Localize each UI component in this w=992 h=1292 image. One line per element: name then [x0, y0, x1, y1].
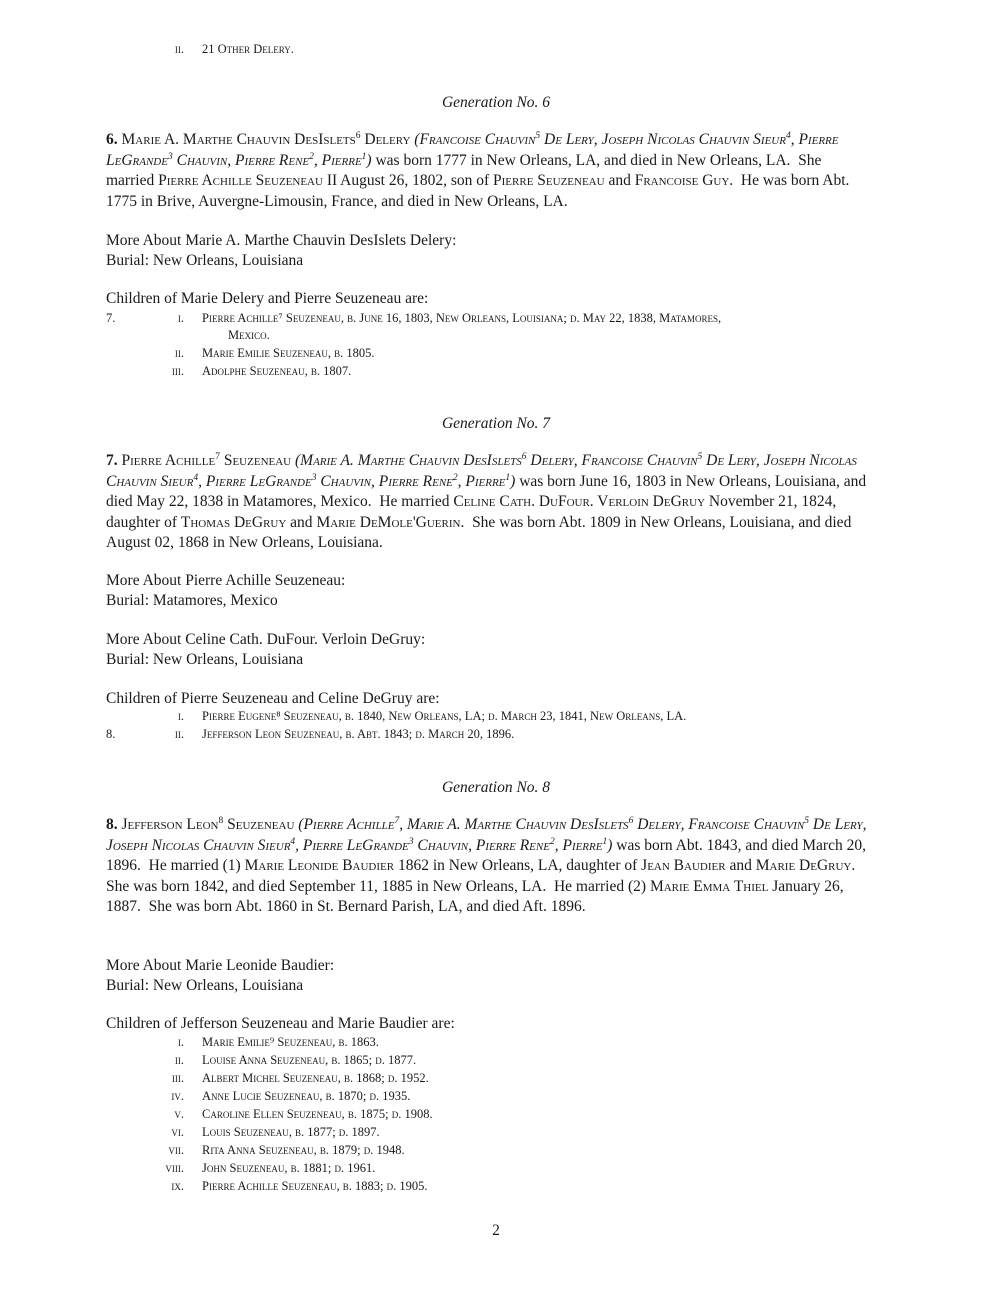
- child-numeral: ii.: [174, 727, 184, 741]
- child-gen-number: 8.: [106, 727, 116, 741]
- child-text: John Seuzeneau, b. 1881; d. 1961.: [202, 1161, 376, 1175]
- burial-line: Burial: New Orleans, Louisiana: [106, 651, 304, 668]
- child-numeral: iii.: [171, 1071, 184, 1085]
- child-text: Anne Lucie Seuzeneau, b. 1870; d. 1935.: [202, 1089, 411, 1103]
- generation-heading: Generation No. 7: [441, 415, 551, 432]
- more-about-heading: More About Marie Leonide Baudier:: [106, 957, 335, 974]
- burial-line: Burial: Matamores, Mexico: [106, 592, 278, 609]
- burial-line: Burial: New Orleans, Louisiana: [106, 252, 304, 269]
- more-about-heading: More About Celine Cath. DuFour. Verloin DeGruy:: [106, 631, 426, 648]
- child-text: Caroline Ellen Seuzeneau, b. 1875; d. 1908.: [202, 1107, 433, 1121]
- child-text: Albert Michel Seuzeneau, b. 1868; d. 1952.: [202, 1071, 429, 1085]
- child-numeral: i.: [177, 709, 184, 723]
- child-text: Pierre Eugene⁸ Seuzeneau, b. 1840, New Orleans, LA; d. March 23, 1841, New Orleans, LA.: [202, 709, 687, 723]
- child-text: Jefferson Leon Seuzeneau, b. Abt. 1843; d. March 20, 1896.: [202, 727, 515, 741]
- person-number: 6.: [106, 131, 118, 148]
- person-paragraph-8: 8. Jefferson Leon$^8$ Seuzeneau (Pierre Achille$^7$, Marie A. Marthe Chauvin DesIslets$^6$ Delery, Francoise Chauvin$^5$ De Lery, Joseph Nicolas Chauvin Sieur$^4$, Pierre LeGrande$^3$ Chauvin, Pierre Rene$^2$, Pierre$^1$) was born Abt. 1843, and died March 20, 1896. He married (1) Marie Leonide Baudier 1862 in New Orleans, LA, daughter of Jean Baudier and Marie DeGruy. She was born 1842, and died September 11, 1885 in New Orleans, LA. He married (2) Marie Emma Thiel January 26, 1887. She was born Abt. 1860 in St. Bernard Parish, LA, and died Aft. 1896.: [106, 815, 867, 915]
- list-numeral: ii.: [174, 42, 184, 56]
- page-number: 2: [492, 1222, 500, 1239]
- child-numeral: i.: [177, 1035, 184, 1049]
- child-numeral: ii.: [174, 346, 184, 360]
- more-about-heading: More About Pierre Achille Seuzeneau:: [106, 572, 346, 589]
- child-numeral: iv.: [171, 1089, 184, 1103]
- child-text: Pierre Achille Seuzeneau, b. 1883; d. 1905.: [202, 1179, 428, 1193]
- child-text: Louise Anna Seuzeneau, b. 1865; d. 1877.: [202, 1053, 417, 1067]
- person-number: 7.: [106, 452, 118, 469]
- child-text: Louis Seuzeneau, b. 1877; d. 1897.: [202, 1125, 380, 1139]
- child-numeral: vii.: [168, 1143, 184, 1157]
- child-text: Marie Emilie⁹ Seuzeneau, b. 1863.: [202, 1035, 379, 1049]
- list-text: 21 Other Delery.: [202, 42, 294, 56]
- children-header: Children of Marie Delery and Pierre Seuzeneau are:: [106, 290, 429, 307]
- child-text: Marie Emilie Seuzeneau, b. 1805.: [202, 346, 375, 360]
- person-number: 8.: [106, 816, 118, 833]
- person-paragraph-6: 6. Marie A. Marthe Chauvin DesIslets$^6$ Delery (Francoise Chauvin$^5$ De Lery, Joseph Nicolas Chauvin Sieur$^4$, Pierre LeGrande$^3$ Chauvin, Pierre Rene$^2$, Pierre$^1$) was born 1777 in New Orleans, LA, and died in New Orleans, LA. She married Pierre Achille Seuzeneau II August 26, 1802, son of Pierre Seuzeneau and Francoise Guy. He was born Abt. 1775 in Brive, Auvergne-Limousin, France, and died in New Orleans, LA.: [106, 130, 850, 210]
- child-numeral: iii.: [171, 364, 184, 378]
- children-header: Children of Jefferson Seuzeneau and Marie Baudier are:: [106, 1015, 455, 1032]
- child-text-continuation: Mexico.: [228, 328, 270, 342]
- child-numeral: ii.: [174, 1053, 184, 1067]
- child-text: Adolphe Seuzeneau, b. 1807.: [202, 364, 352, 378]
- child-numeral: v.: [174, 1107, 184, 1121]
- child-numeral: viii.: [165, 1161, 184, 1175]
- more-about-heading: More About Marie A. Marthe Chauvin DesIslets Delery:: [106, 232, 457, 249]
- child-text: Pierre Achille⁷ Seuzeneau, b. June 16, 1803, New Orleans, Louisiana; d. May 22, 1838, Matamores,: [202, 311, 722, 325]
- person-paragraph-7: 7. Pierre Achille$^7$ Seuzeneau (Marie A. Marthe Chauvin DesIslets$^6$ Delery, Francoise Chauvin$^5$ De Lery, Joseph Nicolas Chauvin Sieur$^4$, Pierre LeGrande$^3$ Chauvin, Pierre Rene$^2$, Pierre$^1$) was born June 16, 1803 in New Orleans, Louisiana, and died May 22, 1838 in Matamores, Mexico. He married Celine Cath. DuFour. Verloin DeGruy November 21, 1824, daughter of Thomas DeGruy and Marie DeMole'Guerin. She was born Abt. 1809 in New Orleans, Louisiana, and died August 02, 1868 in New Orleans, Louisiana.: [106, 451, 867, 551]
- generation-heading: Generation No. 8: [441, 779, 551, 796]
- children-header: Children of Pierre Seuzeneau and Celine DeGruy are:: [106, 690, 440, 707]
- child-numeral: vi.: [171, 1125, 184, 1139]
- child-numeral: i.: [177, 311, 184, 325]
- burial-line: Burial: New Orleans, Louisiana: [106, 977, 304, 994]
- child-text: Rita Anna Seuzeneau, b. 1879; d. 1948.: [202, 1143, 405, 1157]
- child-gen-number: 7.: [106, 311, 116, 325]
- generation-heading: Generation No. 6: [441, 94, 551, 111]
- child-numeral: ix.: [171, 1179, 184, 1193]
